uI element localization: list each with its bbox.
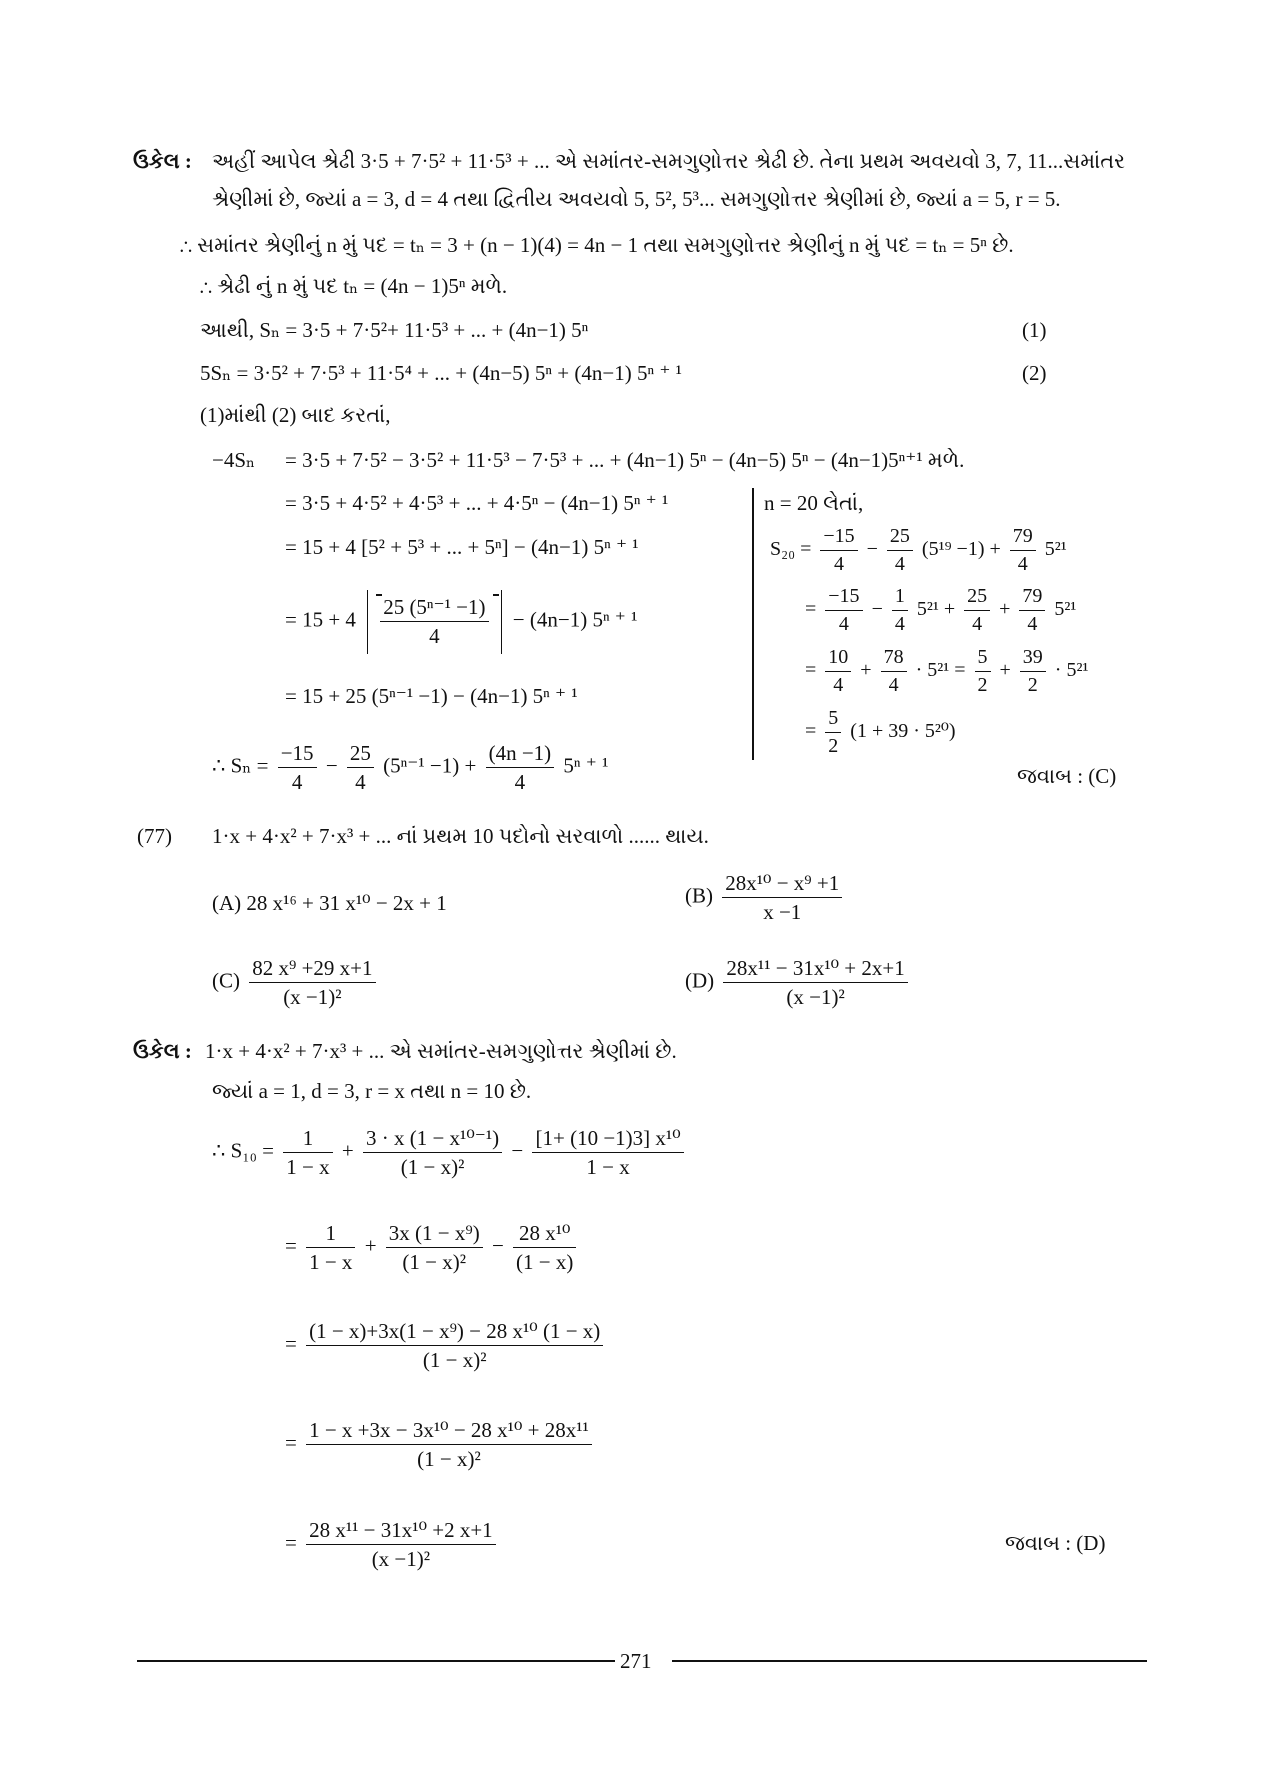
equation-text: −	[325, 753, 338, 778]
fraction	[306, 1517, 496, 1573]
fraction	[380, 594, 488, 650]
fraction	[386, 1220, 483, 1276]
fraction-numerator: −15	[820, 524, 857, 551]
page-number: 271	[620, 1649, 652, 1673]
fraction	[881, 645, 907, 698]
fraction-denominator: (x −1)²	[283, 985, 342, 1010]
fraction-denominator: 4	[972, 613, 983, 635]
fraction-numerator: [1+ (10 −1)3] x¹⁰	[532, 1125, 683, 1153]
equation-text: 5ⁿ ⁺ ¹	[563, 753, 609, 778]
fraction-numerator: 1	[306, 1220, 355, 1248]
fraction-numerator: 25 (5ⁿ⁻¹ −1)	[380, 594, 488, 622]
s10-line	[285, 1417, 596, 1473]
fraction-denominator: 4	[429, 624, 440, 649]
footer-rule	[137, 1660, 615, 1662]
equation-text: S₂₀ =	[770, 538, 812, 561]
equation-text: 5²¹	[1054, 598, 1077, 621]
equation-text: =	[285, 1530, 297, 1555]
fraction-numerator: 1	[283, 1125, 332, 1153]
equation-step: = 3·5 + 7·5² − 3·5² + 11·5³ − 7·5³ + ... + (4n−1) 5ⁿ − (4n−5) 5ⁿ − (4n−1)5ⁿ⁺¹ મળે.	[285, 448, 965, 472]
equation-text: = 15 + 4	[285, 607, 356, 632]
fraction-denominator: 4	[888, 674, 899, 696]
equation-tag: (1)	[1022, 318, 1047, 342]
solution-line: જ્યાં a = 1, d = 3, r = x તથા n = 10 છે.	[212, 1079, 532, 1103]
fraction-denominator: 4	[833, 674, 844, 696]
fraction-numerator: 82 x⁹ +29 x+1	[249, 955, 375, 983]
equation-2: 5Sₙ = 3·5² + 7·5³ + 11·5⁴ + ... + (4n−5) 5ⁿ + (4n−1) 5ⁿ ⁺ ¹	[200, 361, 682, 385]
fraction	[723, 955, 907, 1011]
fraction	[1010, 524, 1036, 577]
fraction-numerator: 1 − x +3x − 3x¹⁰ − 28 x¹⁰ + 28x¹¹	[306, 1417, 592, 1445]
fraction-numerator: 28 x¹¹ − 31x¹⁰ +2 x+1	[306, 1517, 496, 1545]
s20-line: = $\frac{-15}{4}$ − $\frac{1}{4}$ 5²¹ + $\frac{25}{4}$ + $\frac{79}{4}$ 5²¹	[805, 585, 1077, 635]
fraction	[825, 706, 841, 759]
equation-1: આથી, Sₙ = 3·5 + 7·5²+ 11·5³ + ... + (4n−1) 5ⁿ	[200, 318, 589, 342]
solution-line: 1·x + 4·x² + 7·x³ + ... એ સમાંતર-સમગુણોત્તર શ્રેણીમાં છે.	[205, 1039, 677, 1063]
fraction	[306, 1417, 592, 1473]
fraction-denominator: (x −1)²	[371, 1547, 431, 1572]
equation-text: =	[285, 1331, 297, 1356]
option-label: (B)	[685, 883, 713, 908]
fraction-denominator: 1 − x	[586, 1155, 630, 1180]
fraction-denominator: (1 − x)²	[422, 1348, 487, 1373]
s10-line	[212, 1125, 688, 1181]
equation-text: ∴ S₁₀ =	[212, 1138, 275, 1163]
fraction-denominator: (1 − x)	[516, 1250, 574, 1275]
option-label: (D)	[685, 968, 715, 993]
equation-text: · 5²¹ =	[915, 659, 966, 682]
equation-step: = 15 + 4 [5² + 5³ + ... + 5ⁿ] − (4n−1) 5ⁿ ⁺ ¹	[285, 535, 639, 559]
fraction-numerator: −15	[825, 584, 862, 611]
equation-text: +	[364, 1233, 377, 1258]
fraction-numerator: 5	[825, 706, 841, 733]
fraction-numerator: 10	[825, 645, 851, 672]
fraction-denominator: 4	[1017, 553, 1028, 575]
fraction-numerator: −15	[278, 740, 317, 768]
fraction	[283, 1125, 332, 1181]
fraction	[722, 870, 842, 926]
bracket-group	[367, 590, 501, 654]
equation-text: (5ⁿ⁻¹ −1) +	[383, 753, 477, 778]
s20-line: = $\frac{5}{2}$ (1 + 39 · 5²⁰)	[805, 707, 956, 757]
solution-line: (1)માંથી (2) બાદ કરતાં,	[200, 403, 391, 427]
fraction	[363, 1125, 502, 1181]
equation-text: =	[285, 1430, 297, 1455]
fraction-numerator: 79	[1019, 584, 1045, 611]
fraction-denominator: 4	[355, 770, 366, 795]
equation-text: −	[511, 1138, 524, 1163]
fraction-denominator: 2	[828, 735, 839, 757]
fraction-denominator: 4	[894, 613, 905, 635]
fraction	[820, 524, 857, 577]
fraction-numerator: 25	[887, 524, 913, 551]
equation-text: ∴ Sₙ =	[212, 753, 269, 778]
fraction-denominator: (x −1)²	[786, 985, 845, 1010]
option-d	[685, 955, 912, 1011]
equation-step: = 15 + 25 (5ⁿ⁻¹ −1) − (4n−1) 5ⁿ ⁺ ¹	[285, 684, 578, 708]
option-a: (A) 28 x¹⁶ + 31 x¹⁰ − 2x + 1	[212, 891, 447, 915]
answer: જવાબ : (C)	[1017, 764, 1117, 788]
equation-text: 5²¹	[1044, 538, 1067, 561]
s10-line	[285, 1220, 580, 1276]
solution-label: ઉકેલ :	[133, 149, 192, 173]
fraction-denominator: 2	[977, 674, 988, 696]
solution-line: ∴ શ્રેઢી નું n મું પદ tₙ = (4n − 1)5ⁿ મળે.	[200, 274, 508, 298]
fraction-denominator: (1 − x)²	[400, 1155, 465, 1180]
fraction-denominator: 1 − x	[309, 1250, 353, 1275]
fraction	[975, 645, 991, 698]
fraction	[825, 645, 851, 698]
side-heading: n = 20 લેતાં,	[764, 491, 864, 515]
solution-line: શ્રેણીમાં છે, જ્યાં a = 3, d = 4 તથા દ્વિતીય અવયવો 5, 5², 5³... સમગુણોત્તર શ્રેણીમાં છે, જ્યાં a = 5, r = 5.	[212, 187, 1061, 211]
equation-lhs: −4Sₙ	[212, 448, 256, 472]
fraction-numerator: 28x¹¹ − 31x¹⁰ + 2x+1	[723, 955, 907, 983]
fraction-denominator: 1 − x	[286, 1155, 330, 1180]
question-number: (77)	[137, 824, 172, 848]
fraction	[347, 740, 374, 796]
fraction-numerator: 25	[964, 584, 990, 611]
fraction	[892, 584, 908, 637]
fraction-numerator: 78	[881, 645, 907, 672]
s20-line: = $\frac{10}{4}$ + $\frac{78}{4}$ · 5²¹ = $\frac{5}{2}$ + $\frac{39}{2}$ · 5²¹	[805, 646, 1089, 696]
fraction-numerator: 28x¹⁰ − x⁹ +1	[722, 870, 842, 898]
fraction	[1020, 645, 1046, 698]
fraction-numerator: 79	[1010, 524, 1036, 551]
fraction-denominator: 4	[894, 553, 905, 575]
fraction-numerator: 3x (1 − x⁹)	[386, 1220, 483, 1248]
fraction	[249, 955, 375, 1011]
solution-label: ઉકેલ :	[133, 1039, 192, 1063]
equation-text: (5¹⁹ −1) +	[921, 538, 1001, 561]
footer-rule	[672, 1660, 1147, 1662]
equation-text: · 5²¹	[1054, 659, 1089, 682]
equation-step: = 3·5 + 4·5² + 4·5³ + ... + 4·5ⁿ − (4n−1) 5ⁿ ⁺ ¹	[285, 491, 669, 515]
fraction-denominator: 4	[834, 553, 844, 575]
fraction-numerator: 1	[892, 584, 908, 611]
fraction	[513, 1220, 576, 1276]
fraction-denominator: 2	[1027, 674, 1038, 696]
s10-line	[285, 1318, 607, 1374]
fraction-numerator: (1 − x)+3x(1 − x⁹) − 28 x¹⁰ (1 − x)	[306, 1318, 603, 1346]
equation-text: 5²¹ +	[916, 598, 956, 621]
equation-text: (1 + 39 · 5²⁰)	[850, 720, 956, 743]
fraction-numerator: 3 · x (1 − x¹⁰⁻¹)	[363, 1125, 502, 1153]
solution-line: ∴ સમાંતર શ્રેણીનું n મું પદ = tₙ = 3 + (n − 1)(4) = 4n − 1 તથા સમગુણોત્તર શ્રેણીનું n મું પદ = tₙ = 5ⁿ છે.	[180, 233, 1014, 257]
fraction	[278, 740, 317, 796]
answer: જવાબ : (D)	[1005, 1531, 1106, 1555]
fraction-denominator: x −1	[763, 900, 802, 925]
fraction-denominator: (1 − x)²	[402, 1250, 467, 1275]
equation-text: =	[285, 1233, 297, 1258]
fraction-numerator: 28 x¹⁰	[513, 1220, 576, 1248]
fraction-denominator: 4	[291, 770, 303, 795]
option-c	[212, 955, 380, 1011]
solution-line: અહીં આપેલ શ્રેઢી 3·5 + 7·5² + 11·5³ + ... એ સમાંતર-સમગુણોત્તર શ્રેઢી છે. તેના પ્રથમ અવયવો 3, 7, 11...સમાંતર	[212, 149, 1126, 173]
fraction	[887, 524, 913, 577]
fraction-denominator: 4	[514, 770, 526, 795]
equation-text: +	[341, 1138, 354, 1163]
equation-final	[212, 740, 608, 796]
column-divider	[752, 488, 754, 760]
s10-line	[285, 1517, 500, 1573]
question-text: 1·x + 4·x² + 7·x³ + ... નાં પ્રથમ 10 પદોનો સરવાળો ...... થાય.	[212, 824, 709, 848]
fraction-denominator: (1 − x)²	[417, 1447, 481, 1472]
fraction	[306, 1318, 603, 1374]
option-b	[685, 870, 846, 926]
fraction	[1019, 584, 1045, 637]
fraction	[964, 584, 990, 637]
fraction-numerator: 25	[347, 740, 374, 768]
fraction-numerator: 39	[1020, 645, 1046, 672]
option-label: (C)	[212, 968, 240, 993]
fraction-numerator: (4n −1)	[486, 740, 555, 768]
fraction	[486, 740, 555, 796]
s20-line: S₂₀ = $\frac{-15}{4}$ − $\frac{25}{4}$ (5¹⁹ −1) + $\frac{79}{4}$ 5²¹	[770, 525, 1067, 575]
fraction-numerator: 5	[975, 645, 991, 672]
equation-tag: (2)	[1022, 361, 1047, 385]
fraction-denominator: 4	[1027, 613, 1038, 635]
equation-step	[285, 590, 637, 654]
fraction	[306, 1220, 355, 1276]
equation-text: − (4n−1) 5ⁿ ⁺ ¹	[512, 607, 638, 632]
equation-text: −	[491, 1233, 504, 1258]
fraction	[532, 1125, 683, 1181]
fraction-denominator: 4	[838, 613, 849, 635]
fraction	[825, 584, 862, 637]
